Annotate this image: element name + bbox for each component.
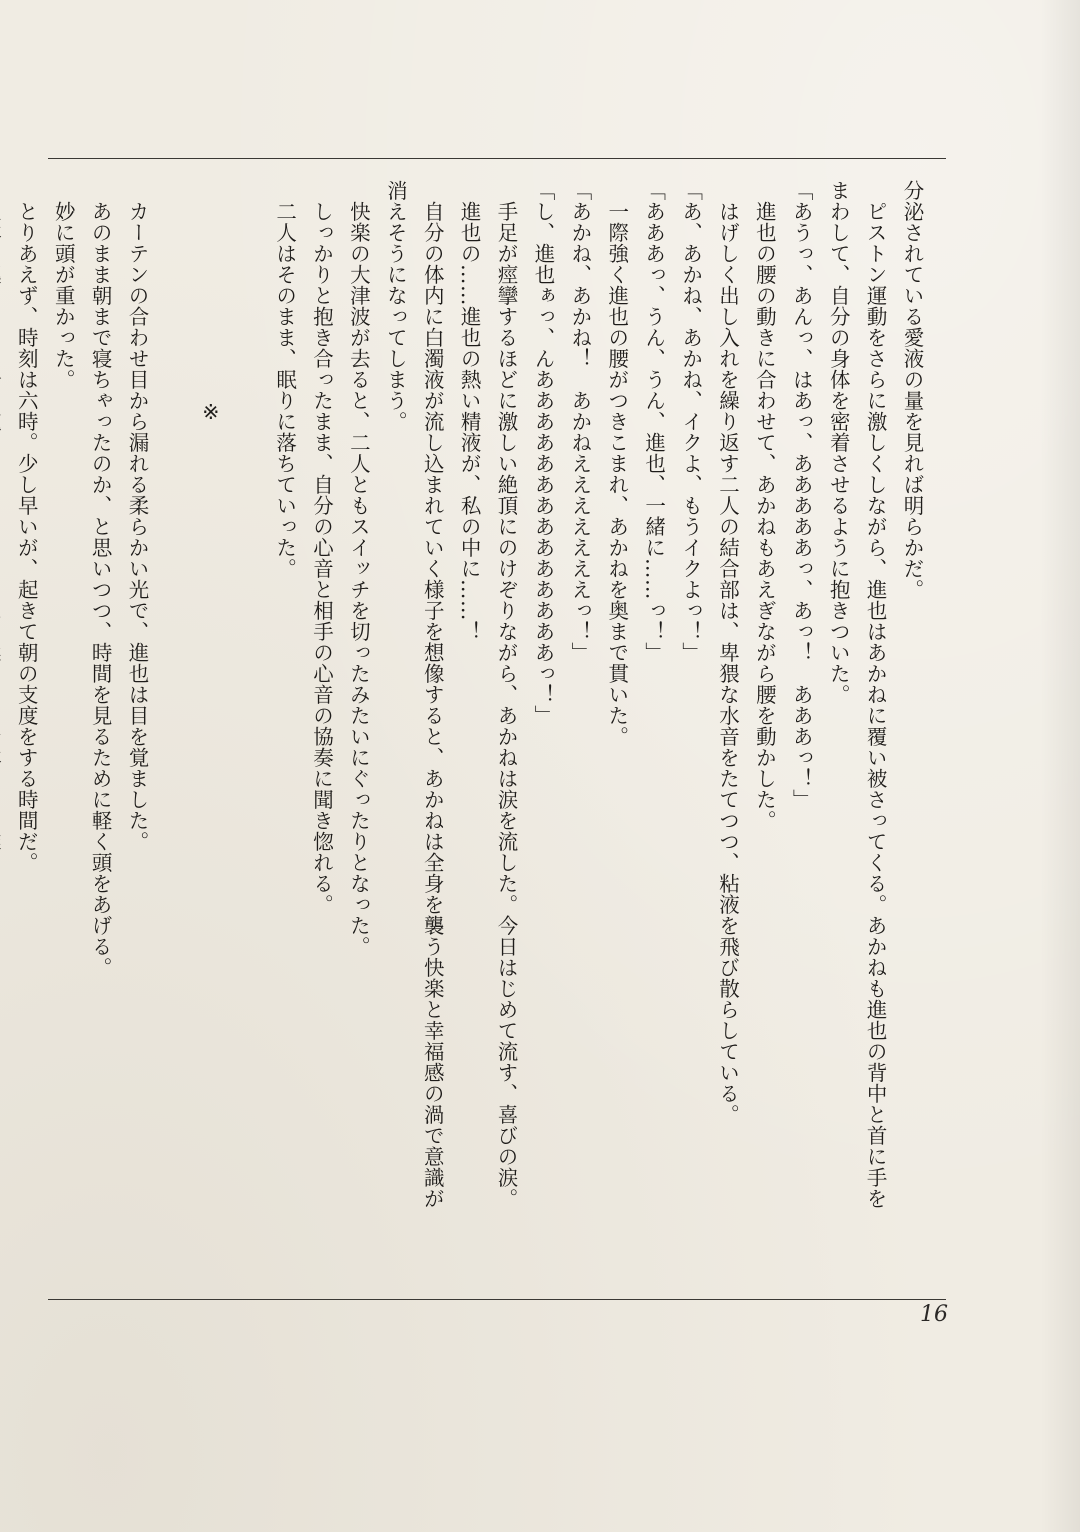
text-line: 進也の……進也の熱い精液が、私の中に……！ [457,180,482,642]
text-line: 手足が痙攣するほどに激しい絶頂にのけぞりながら、あかねは涙を流した。今日はじめて流す、喜びの涙。 [494,180,519,1209]
text-line: 妙に頭が重かった。 [51,180,76,390]
text-line: 「あかね、あかね！ あかねえええええええっ！」 [567,180,592,663]
spine-shadow [1040,0,1080,1532]
text-line: 「し、進也ぁっ、んああああああああああああああっ！」 [530,180,555,726]
blank-line [229,180,266,1280]
text-line: まわして、自分の身体を密着させるように抱きついた。 [826,180,851,705]
text-line: 「あああっ、うん、うん、進也、一緒に……っ！」 [641,180,666,663]
text-line: 一際強く進也の腰がつきこまれ、あかねを奥まで貫いた。 [604,180,629,747]
text-line: あのまま朝まで寝ちゃったのか、と思いつつ、時間を見るために軽く頭をあげる。 [88,180,113,978]
header-rule [48,158,946,159]
text-line: 自分の体内に白濁液が流し込まれていく様子を想像すると、あかねは全身を襲う快楽と幸福感の渦で意識が [420,180,445,1209]
section-break-mark: ※ [198,400,223,425]
text-line: 「あうっ、あんっ、はあっ、あああああっ、あっ！ あああっ！」 [789,180,814,810]
text-line: 分泌されている愛液の量を見れば明らかだ。 [900,180,924,600]
text-line: しっかりと抱き合ったまま、自分の心音と相手の心音の協奏に聞き惚れる。 [309,180,334,915]
page-number: 16 [920,1302,948,1327]
blank-line [155,180,192,1280]
text-line: カーテンの合わせ目から漏れる柔らかい光で、進也は目を覚ました。 [125,180,149,852]
vertical-body-text [0,180,930,1280]
text-line: 快楽の大津波が去ると、二人ともスイッチを切ったみたいにぐったりとなった。 [346,180,371,957]
text-line: はげしく出し入れを繰り返す二人の結合部は、卑猥な水音をたてつつ、粘液を飛び散らしている。 [715,180,740,1125]
text-line: 二人はそのまま、眠りに落ちていった。 [272,180,297,579]
text-line: 進也の腰の動きに合わせて、あかねもあえぎながら腰を動かした。 [752,180,777,831]
text-line [0,180,7,1280]
footer-rule [48,1299,946,1300]
text-line: ピストン運動をさらに激しくしながら、進也はあかねに覆い被さってくる。あかねも進也の背中と首に手を [863,180,888,1209]
text-line: 消えそうになってしまう。 [383,180,408,432]
text-line: とりあえず、時刻は六時。少し早いが、起きて朝の支度をする時間だ。 [14,180,39,873]
text-line: 「あ、あかね、あかね、イクよ、もうイクよっ！」 [678,180,703,663]
